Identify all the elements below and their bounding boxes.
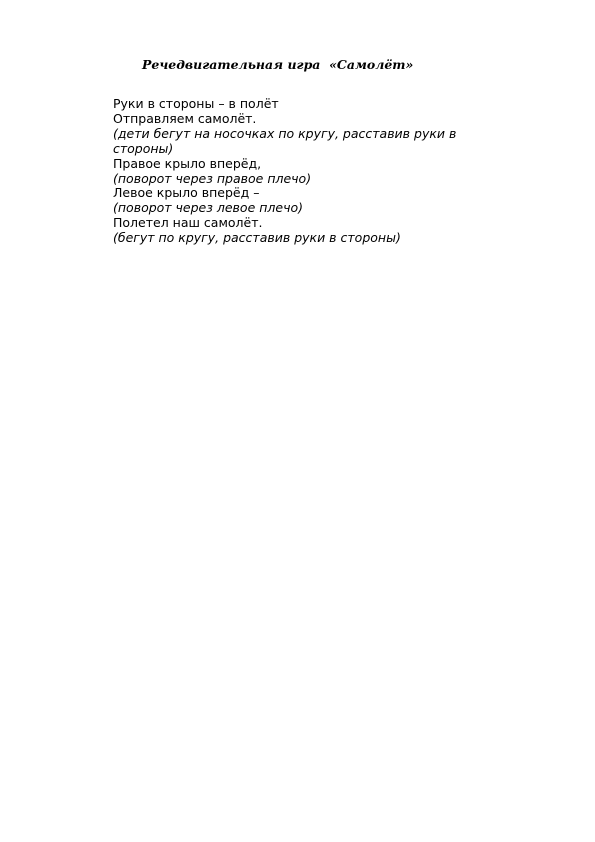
page-title: Речедвигательная игра «Самолёт»	[142, 57, 414, 72]
stage-direction: (дети бегут на носочках по кругу, расставив руки в стороны)	[113, 125, 457, 156]
stage-direction: (поворот через правое плечо)	[113, 170, 312, 186]
stage-direction: (бегут по кругу, расставив руки в стороны)	[113, 230, 401, 246]
verse-line: Отправляем самолёт.	[113, 110, 257, 126]
game-text	[113, 97, 533, 246]
verse-line: Правое крыло вперёд,	[113, 155, 262, 171]
verse-line: Левое крыло вперёд –	[113, 185, 260, 201]
verse-line: Полетел наш самолёт.	[113, 215, 263, 231]
stage-direction: (поворот через левое плечо)	[113, 200, 303, 216]
verse-line: Руки в стороны – в полёт	[113, 96, 279, 111]
